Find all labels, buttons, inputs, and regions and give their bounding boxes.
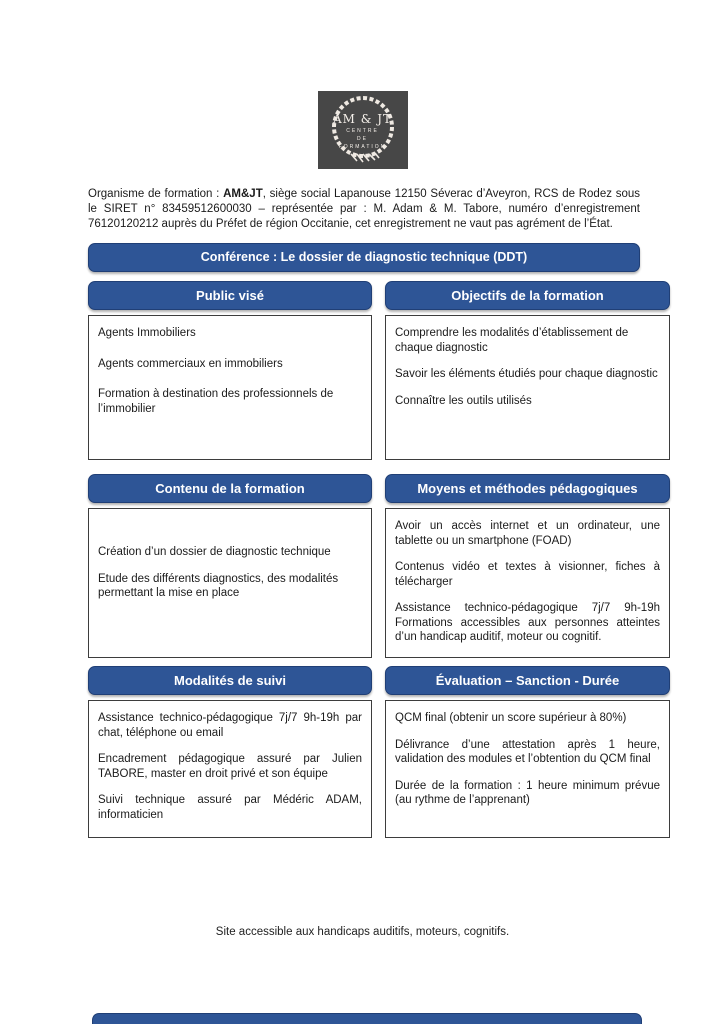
org-name: AM&JT <box>223 188 263 200</box>
org-info-paragraph <box>88 187 640 232</box>
section-body-moyens <box>385 508 670 658</box>
section-paragraph: Connaître les outils utilisés <box>395 394 532 407</box>
section-paragraph: Suivi technique assuré par Médéric ADAM, informaticien <box>98 794 362 821</box>
org-logo <box>318 91 408 169</box>
section-body-objectifs <box>385 315 670 460</box>
section-body-modalites <box>88 700 372 838</box>
section-paragraph: Encadrement pédagogique assuré par Julien TABORE, master en droit privé et son équipe <box>98 753 362 780</box>
section-paragraph: Etude des différents diagnostics, des modalités permettant la mise en place <box>98 572 339 599</box>
section-paragraph: Agents commerciaux en immobiliers <box>98 357 283 370</box>
section-body-public-vise <box>88 315 372 460</box>
section-paragraph: Comprendre les modalités d’établissement de chaque diagnostic <box>395 327 629 354</box>
section-paragraph: Savoir les éléments étudiés pour chaque diagnostic <box>395 368 658 380</box>
sections-row-2 <box>88 474 670 658</box>
section-header-modalites: Modalités de suivi <box>88 666 372 695</box>
section-paragraph: Contenus vidéo et textes à visionner, fiches à télécharger <box>395 561 660 588</box>
section-body-evaluation <box>385 700 670 838</box>
section-header-moyens: Moyens et méthodes pédagogiques <box>385 474 670 503</box>
section-paragraph: Délivrance d’une attestation après 1 heure, validation des modules et l’obtention du QCM final <box>395 738 660 765</box>
section-evaluation <box>385 666 670 838</box>
section-header-public-vise: Public visé <box>88 281 372 310</box>
org-info-prefix: Organisme de formation : <box>88 188 224 200</box>
logo-subtitle-line1: CENTRE <box>346 127 379 134</box>
sections-row-3 <box>88 666 670 838</box>
section-modalites <box>88 666 372 838</box>
next-page-banner-partial <box>92 1013 642 1024</box>
section-header-evaluation: Évaluation – Sanction - Durée <box>385 666 670 695</box>
org-info-rest: , siège social Lapanouse 12150 Séverac d’Aveyron, RCS de Rodez sous le SIRET n° 83459512600030 – représentée par : M. Adam & M. Tabore, numéro d’enregistrement 76120120212 auprès du Préfet de région Occitanie, cet enregistrement ne vaut pas agrément de l’État. <box>88 188 640 230</box>
logo-name: AM & JT <box>332 111 393 126</box>
sections-row-1 <box>88 281 670 460</box>
section-paragraph: Avoir un accès internet et un ordinateur, une tablette ou un smartphone (FOAD) <box>395 520 660 547</box>
logo-subtitle-line2: DE <box>357 135 368 142</box>
section-paragraph: Assistance technico-pédagogique 7j/7 9h-19h par chat, téléphone ou email <box>98 712 362 739</box>
logo-subtitle-line3: FORMATION <box>338 143 387 150</box>
section-header-objectifs: Objectifs de la formation <box>385 281 670 310</box>
section-objectifs <box>385 281 670 460</box>
section-public-vise <box>88 281 372 460</box>
logo-text <box>318 91 408 169</box>
section-body-contenu <box>88 508 372 658</box>
section-paragraph: Formation à destination des professionnels de l’immobilier <box>98 388 334 415</box>
section-paragraph: Agents Immobiliers <box>98 327 196 339</box>
accessibility-note: Site accessible aux handicaps auditifs, moteurs, cognitifs. <box>215 926 510 938</box>
section-contenu <box>88 474 372 658</box>
sections-grid <box>88 281 670 838</box>
section-paragraph: Assistance technico-pédagogique 7j/7 9h-19h Formations accessibles aux personnes atteintes d’un handicap auditif, moteur ou cognitif. <box>395 602 660 643</box>
section-header-contenu: Contenu de la formation <box>88 474 372 503</box>
section-moyens <box>385 474 670 658</box>
conference-title-banner: Conférence : Le dossier de diagnostic technique (DDT) <box>88 243 640 272</box>
section-paragraph: QCM final (obtenir un score supérieur à 80%) <box>395 712 627 724</box>
section-paragraph: Création d’un dossier de diagnostic technique <box>98 546 331 558</box>
section-paragraph: Durée de la formation : 1 heure minimum prévue (au rythme de l’apprenant) <box>395 779 660 806</box>
